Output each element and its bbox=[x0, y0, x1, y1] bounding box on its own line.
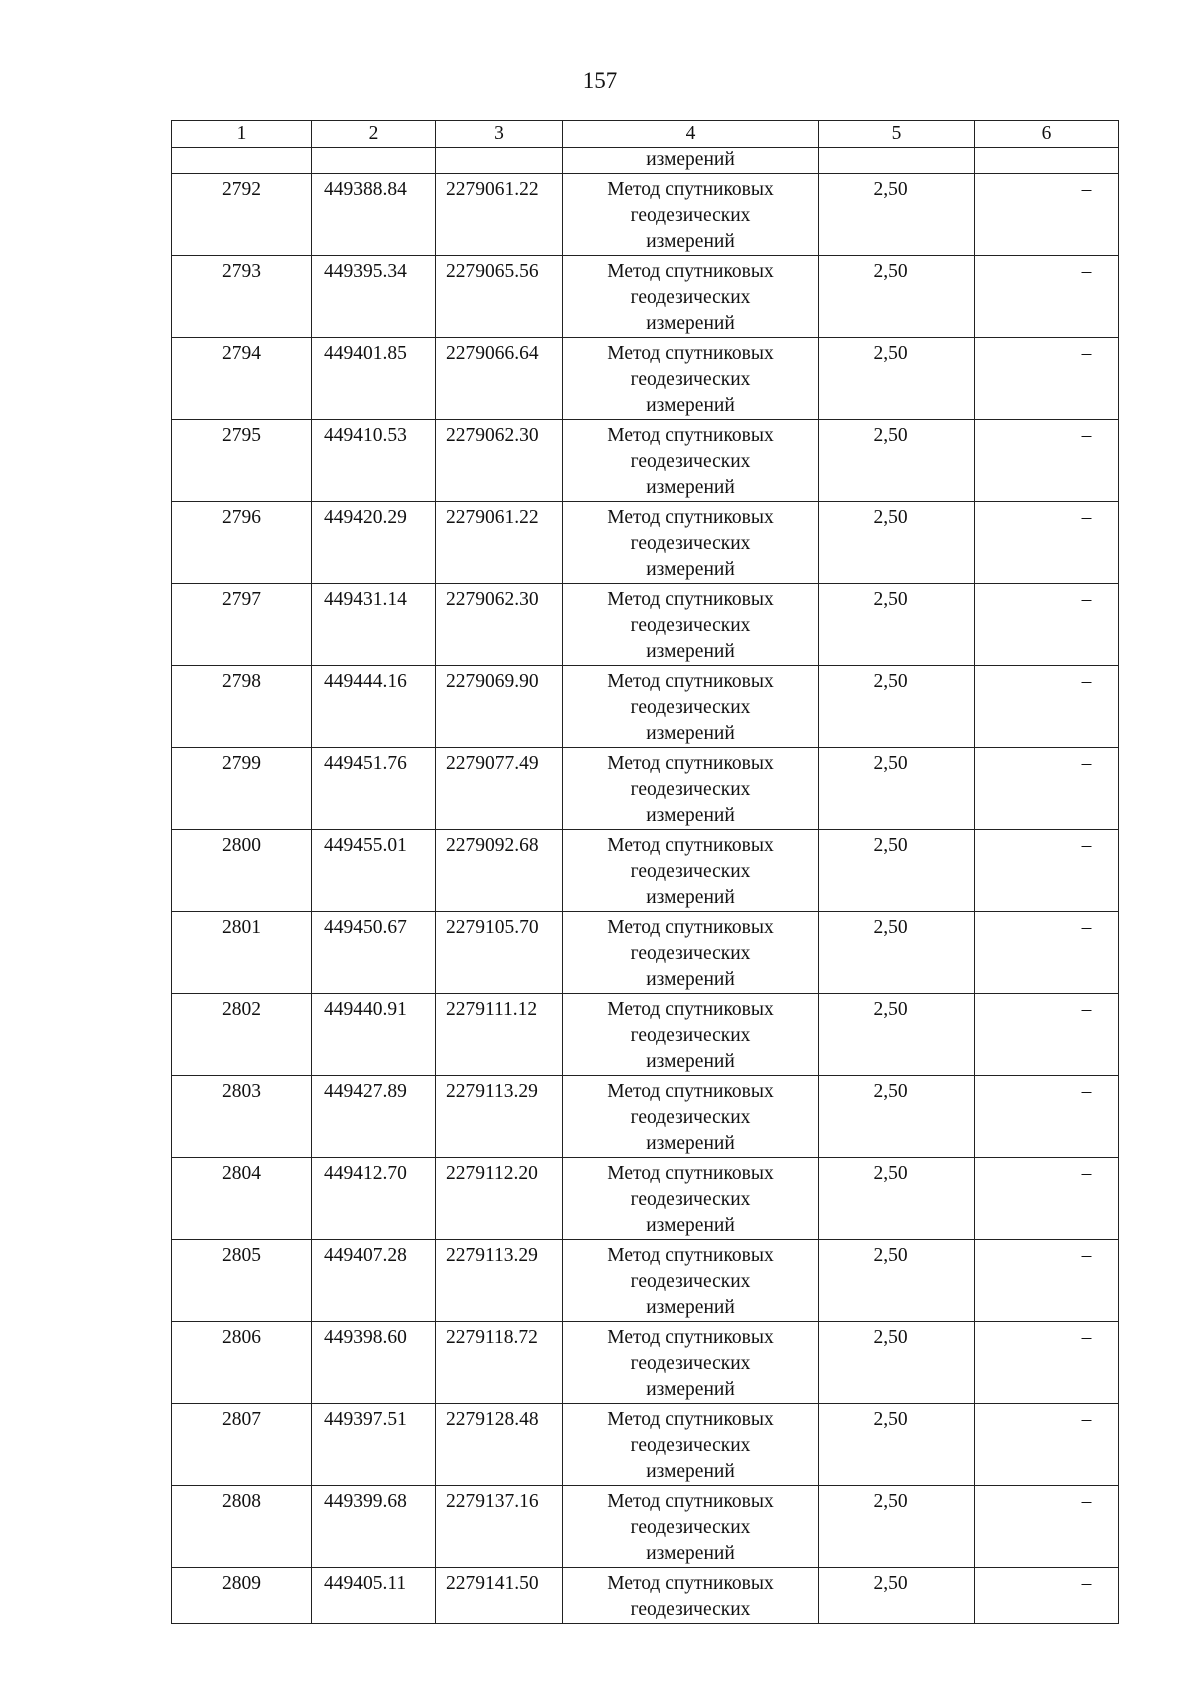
point-number: 2805 bbox=[172, 1240, 312, 1322]
method-line: измерений bbox=[646, 1297, 735, 1318]
coordinate-y: 2279111.12 bbox=[436, 994, 563, 1076]
note-value: – bbox=[975, 994, 1119, 1076]
method-cell bbox=[563, 502, 819, 584]
method-cell bbox=[563, 1404, 819, 1486]
method-line: Метод спутниковых bbox=[607, 1409, 774, 1430]
note-value: – bbox=[975, 912, 1119, 994]
accuracy-value: 2,50 bbox=[819, 830, 975, 912]
point-number: 2802 bbox=[172, 994, 312, 1076]
method-line: измерений bbox=[646, 1543, 735, 1564]
method-line: Метод спутниковых bbox=[607, 671, 774, 692]
accuracy-value: 2,50 bbox=[819, 1486, 975, 1568]
table-row bbox=[172, 912, 1119, 994]
accuracy-value: 2,50 bbox=[819, 584, 975, 666]
coordinate-x: 449440.91 bbox=[312, 994, 436, 1076]
method-cell bbox=[563, 666, 819, 748]
accuracy-value: 2,50 bbox=[819, 256, 975, 338]
accuracy-value: 2,50 bbox=[819, 338, 975, 420]
point-number: 2801 bbox=[172, 912, 312, 994]
coordinate-y: 2279128.48 bbox=[436, 1404, 563, 1486]
method-line: Метод спутниковых bbox=[607, 1491, 774, 1512]
coordinate-x: 449451.76 bbox=[312, 748, 436, 830]
note-value: – bbox=[975, 1486, 1119, 1568]
continuation-row bbox=[172, 148, 1119, 174]
table-row bbox=[172, 502, 1119, 584]
method-cell bbox=[563, 1322, 819, 1404]
method-line: геодезических bbox=[630, 697, 751, 718]
method-line: геодезических bbox=[630, 1025, 751, 1046]
method-line: измерений bbox=[646, 1379, 735, 1400]
point-number: 2800 bbox=[172, 830, 312, 912]
method-line: Метод спутниковых bbox=[607, 1327, 774, 1348]
empty-cell bbox=[312, 148, 436, 174]
column-header: 5 bbox=[819, 121, 975, 148]
point-number: 2792 bbox=[172, 174, 312, 256]
table-row bbox=[172, 666, 1119, 748]
note-value: – bbox=[975, 1240, 1119, 1322]
coordinate-y: 2279061.22 bbox=[436, 174, 563, 256]
coordinate-y: 2279141.50 bbox=[436, 1568, 563, 1624]
accuracy-value: 2,50 bbox=[819, 1404, 975, 1486]
empty-cell bbox=[436, 148, 563, 174]
method-line: Метод спутниковых bbox=[607, 425, 774, 446]
table-row bbox=[172, 420, 1119, 502]
method-cell bbox=[563, 338, 819, 420]
method-line: геодезических bbox=[630, 1107, 751, 1128]
coordinate-x: 449399.68 bbox=[312, 1486, 436, 1568]
table-row bbox=[172, 174, 1119, 256]
coordinates-table bbox=[171, 120, 1119, 1624]
note-value: – bbox=[975, 174, 1119, 256]
accuracy-value: 2,50 bbox=[819, 994, 975, 1076]
method-line: измерений bbox=[646, 887, 735, 908]
coordinate-x: 449410.53 bbox=[312, 420, 436, 502]
accuracy-value: 2,50 bbox=[819, 1568, 975, 1624]
method-line: измерений bbox=[646, 1051, 735, 1072]
coordinate-x: 449412.70 bbox=[312, 1158, 436, 1240]
note-value: – bbox=[975, 1404, 1119, 1486]
table-row bbox=[172, 748, 1119, 830]
coordinate-y: 2279065.56 bbox=[436, 256, 563, 338]
method-line: геодезических bbox=[630, 205, 751, 226]
coordinate-y: 2279062.30 bbox=[436, 420, 563, 502]
method-cell bbox=[563, 174, 819, 256]
point-number: 2806 bbox=[172, 1322, 312, 1404]
method-line: геодезических bbox=[630, 533, 751, 554]
method-line: Метод спутниковых bbox=[607, 1573, 774, 1594]
accuracy-value: 2,50 bbox=[819, 420, 975, 502]
method-line: Метод спутниковых bbox=[607, 1081, 774, 1102]
coordinate-y: 2279112.20 bbox=[436, 1158, 563, 1240]
method-line: Метод спутниковых bbox=[607, 507, 774, 528]
point-number: 2793 bbox=[172, 256, 312, 338]
accuracy-value: 2,50 bbox=[819, 502, 975, 584]
point-number: 2809 bbox=[172, 1568, 312, 1624]
table-row bbox=[172, 1322, 1119, 1404]
method-line: Метод спутниковых bbox=[607, 917, 774, 938]
method-line: Метод спутниковых bbox=[607, 753, 774, 774]
method-cell bbox=[563, 994, 819, 1076]
method-cell bbox=[563, 912, 819, 994]
method-line: измерений bbox=[646, 969, 735, 990]
empty-cell bbox=[975, 148, 1119, 174]
method-line: измерений bbox=[646, 805, 735, 826]
empty-cell bbox=[819, 148, 975, 174]
method-line: геодезических bbox=[630, 1353, 751, 1374]
coordinate-y: 2279062.30 bbox=[436, 584, 563, 666]
coordinate-x: 449420.29 bbox=[312, 502, 436, 584]
column-header: 1 bbox=[172, 121, 312, 148]
column-header: 6 bbox=[975, 121, 1119, 148]
method-line: геодезических bbox=[630, 861, 751, 882]
method-cell bbox=[563, 1240, 819, 1322]
method-line: измерений bbox=[646, 1461, 735, 1482]
method-line: Метод спутниковых bbox=[607, 1163, 774, 1184]
coordinate-x: 449401.85 bbox=[312, 338, 436, 420]
table-row bbox=[172, 830, 1119, 912]
point-number: 2796 bbox=[172, 502, 312, 584]
column-header: 4 bbox=[563, 121, 819, 148]
point-number: 2807 bbox=[172, 1404, 312, 1486]
method-line: геодезических bbox=[630, 1599, 751, 1620]
method-cell bbox=[563, 748, 819, 830]
coordinate-y: 2279113.29 bbox=[436, 1076, 563, 1158]
coordinate-x: 449388.84 bbox=[312, 174, 436, 256]
coordinate-y: 2279066.64 bbox=[436, 338, 563, 420]
note-value: – bbox=[975, 420, 1119, 502]
method-line: геодезических bbox=[630, 1435, 751, 1456]
method-line: геодезических bbox=[630, 1271, 751, 1292]
point-number: 2795 bbox=[172, 420, 312, 502]
note-value: – bbox=[975, 1322, 1119, 1404]
coordinate-x: 449407.28 bbox=[312, 1240, 436, 1322]
method-line: измерений bbox=[646, 1215, 735, 1236]
accuracy-value: 2,50 bbox=[819, 1322, 975, 1404]
method-line: измерений bbox=[646, 395, 735, 416]
method-cell bbox=[563, 256, 819, 338]
table-row bbox=[172, 1568, 1119, 1624]
method-continuation: измерений bbox=[563, 148, 819, 174]
accuracy-value: 2,50 bbox=[819, 1240, 975, 1322]
method-cell bbox=[563, 420, 819, 502]
table-row bbox=[172, 338, 1119, 420]
method-line: измерений bbox=[646, 477, 735, 498]
method-line: измерений bbox=[646, 723, 735, 744]
method-cell bbox=[563, 584, 819, 666]
note-value: – bbox=[975, 338, 1119, 420]
method-line: Метод спутниковых bbox=[607, 179, 774, 200]
note-value: – bbox=[975, 1158, 1119, 1240]
coordinate-y: 2279113.29 bbox=[436, 1240, 563, 1322]
note-value: – bbox=[975, 502, 1119, 584]
coordinate-y: 2279137.16 bbox=[436, 1486, 563, 1568]
coordinate-x: 449398.60 bbox=[312, 1322, 436, 1404]
method-line: измерений bbox=[646, 313, 735, 334]
coordinate-y: 2279105.70 bbox=[436, 912, 563, 994]
accuracy-value: 2,50 bbox=[819, 748, 975, 830]
page-number: 157 bbox=[582, 68, 618, 93]
point-number: 2804 bbox=[172, 1158, 312, 1240]
note-value: – bbox=[975, 1568, 1119, 1624]
coordinate-y: 2279077.49 bbox=[436, 748, 563, 830]
note-value: – bbox=[975, 1076, 1119, 1158]
column-header: 3 bbox=[436, 121, 563, 148]
method-line: Метод спутниковых bbox=[607, 589, 774, 610]
note-value: – bbox=[975, 584, 1119, 666]
point-number: 2808 bbox=[172, 1486, 312, 1568]
coordinate-x: 449427.89 bbox=[312, 1076, 436, 1158]
method-cell bbox=[563, 1158, 819, 1240]
column-header: 2 bbox=[312, 121, 436, 148]
method-line: геодезических bbox=[630, 779, 751, 800]
method-line: Метод спутниковых bbox=[607, 999, 774, 1020]
method-cell bbox=[563, 1568, 819, 1624]
method-line: Метод спутниковых bbox=[607, 1245, 774, 1266]
method-line: геодезических bbox=[630, 1189, 751, 1210]
note-value: – bbox=[975, 748, 1119, 830]
coordinate-x: 449455.01 bbox=[312, 830, 436, 912]
method-line: измерений bbox=[646, 641, 735, 662]
point-number: 2798 bbox=[172, 666, 312, 748]
method-cell bbox=[563, 830, 819, 912]
method-line: геодезических bbox=[630, 451, 751, 472]
point-number: 2794 bbox=[172, 338, 312, 420]
point-number: 2803 bbox=[172, 1076, 312, 1158]
coordinate-x: 449450.67 bbox=[312, 912, 436, 994]
coordinate-x: 449395.34 bbox=[312, 256, 436, 338]
method-line: измерений bbox=[646, 559, 735, 580]
coordinate-y: 2279069.90 bbox=[436, 666, 563, 748]
coordinate-y: 2279092.68 bbox=[436, 830, 563, 912]
accuracy-value: 2,50 bbox=[819, 1076, 975, 1158]
method-cell bbox=[563, 1486, 819, 1568]
coordinate-x: 449405.11 bbox=[312, 1568, 436, 1624]
accuracy-value: 2,50 bbox=[819, 912, 975, 994]
coordinate-x: 449444.16 bbox=[312, 666, 436, 748]
empty-cell bbox=[172, 148, 312, 174]
accuracy-value: 2,50 bbox=[819, 666, 975, 748]
method-line: геодезических bbox=[630, 943, 751, 964]
table-row bbox=[172, 1404, 1119, 1486]
table-row bbox=[172, 584, 1119, 666]
accuracy-value: 2,50 bbox=[819, 1158, 975, 1240]
method-line: геодезических bbox=[630, 287, 751, 308]
header-row bbox=[172, 121, 1119, 148]
coordinate-x: 449397.51 bbox=[312, 1404, 436, 1486]
method-line: Метод спутниковых bbox=[607, 261, 774, 282]
method-line: геодезических bbox=[630, 1517, 751, 1538]
note-value: – bbox=[975, 666, 1119, 748]
coordinate-x: 449431.14 bbox=[312, 584, 436, 666]
method-line: Метод спутниковых bbox=[607, 343, 774, 364]
table-row bbox=[172, 1076, 1119, 1158]
note-value: – bbox=[975, 256, 1119, 338]
coordinate-y: 2279061.22 bbox=[436, 502, 563, 584]
method-line: геодезических bbox=[630, 369, 751, 390]
note-value: – bbox=[975, 830, 1119, 912]
table-body bbox=[172, 121, 1119, 1624]
table-row bbox=[172, 994, 1119, 1076]
method-line: Метод спутниковых bbox=[607, 835, 774, 856]
accuracy-value: 2,50 bbox=[819, 174, 975, 256]
point-number: 2797 bbox=[172, 584, 312, 666]
method-line: измерений bbox=[646, 1133, 735, 1154]
point-number: 2799 bbox=[172, 748, 312, 830]
table-row bbox=[172, 1240, 1119, 1322]
table-row bbox=[172, 256, 1119, 338]
table-row bbox=[172, 1158, 1119, 1240]
method-line: геодезических bbox=[630, 615, 751, 636]
coordinate-y: 2279118.72 bbox=[436, 1322, 563, 1404]
method-cell bbox=[563, 1076, 819, 1158]
method-line: измерений bbox=[646, 231, 735, 252]
table-row bbox=[172, 1486, 1119, 1568]
